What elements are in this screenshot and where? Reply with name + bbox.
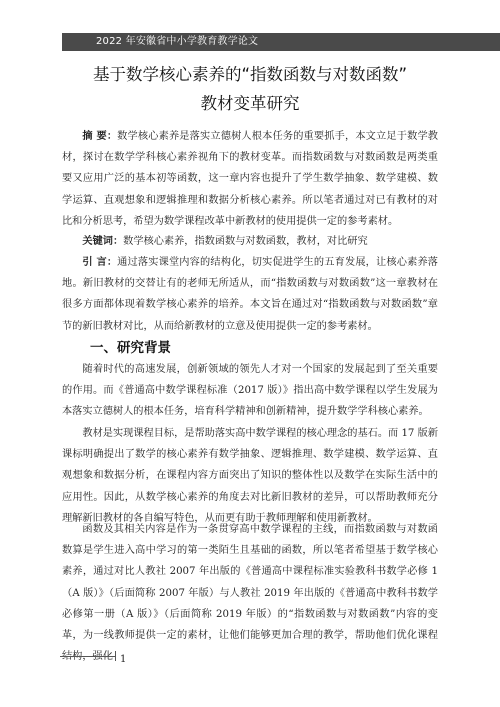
keywords-label: 关键词： [82,236,124,247]
section-heading-background: 一、研究背景 [90,340,171,356]
abstract-text: 数学核心素养是落实立德树人根本任务的重要抓手，本文立足于数学教材，探讨在数学学科核心素养视角下的教材变革。而指数函数与对数函数是两类重要又应用广泛的基本初等函数，这一章内容也提升了学生数学抽象、数学建模、数学运算、直观想象和逻辑推理和数据分析核心素养。所以笔者通过对已有教材的对比和分析思考，希望为数学课程改革中新教材的使用提供一定的参考素材。 [62,131,438,227]
abstract-label: 摘 要： [82,131,118,142]
body-paragraph-3: 函数及其相关内容是作为一条贯穿高中数学课程的主线，而指数函数与对数函数算是学生进入高中学习的第一类陌生且基础的函数，所以笔者希望基于数学核心素养，通过对比人教社 2007 年出版的《普通高中课程标准实验教科书数学必修 1（A 版）》（后面简称 2007 年版）与人教社 2019 年出版的《普通高中教科书数学必修第一册（A 版）》（后面简称 2019 年版）的“指数函数与对数函数”内容的变革，为一线教师提供一定的素材，让他们能够更加合理的教学，帮助他们优化课程 [62,524,438,642]
keywords-text: 数学核心素养，指数函数与对数函数，教材，对比研究 [123,236,368,247]
introduction [62,252,438,337]
paper-title-line-2: 教材变革研究 [200,94,300,113]
paper-title-line-1: 基于数学核心素养的“指数函数与对数函数” [92,65,408,84]
footer-rule [60,656,115,657]
footer-tick [115,651,116,661]
body-paragraph-1: 随着时代的高速发展，创新领域的领先人才对一个国家的发展起到了至关重要的作用。而《普通高中数学课程标准（2017 版）》指出高中数学课程以学生发展为本落实立德树人的根本任务，培育科学精神和创新精神，提升数学学科核心素养。 [62,364,438,418]
intro-label: 引 言： [82,257,118,268]
abstract [62,126,438,232]
keywords [62,231,438,252]
body-paragraph-2: 教材是实现课程目标，是帮助落实高中数学课程的核心理念的基石。而 17 版新课标明确提出了数学的核心素养有数学抽象、逻辑推理、数学建模、数学运算、直观想象和数据分析，在课程内容方面突出了知识的整体性以及数学在实际生活中的应用性。因此，从数学核心素养的角度去对比新旧教材的差异，可以帮助教师充分理解新旧教材的各自编写特色，从而更有助于教师理解和使用新教材。 [62,428,439,524]
intro-text: 通过落实课堂内容的结构化，切实促进学生的五育发展，让核心素养落地。新旧教材的交替让有的老师无所适从，而“指数函数与对数函数”这一章教材在很多方面都体现着数学核心素养的培养。本文旨在通过对“指数函数与对数函数”章节的新旧教材对比，从而给新教材的立意及使用提供一定的参考素材。 [62,257,438,332]
journal-header: 2022 年安徽省中小学教育教学论文 [96,36,259,47]
page-number: 1 [120,654,127,665]
